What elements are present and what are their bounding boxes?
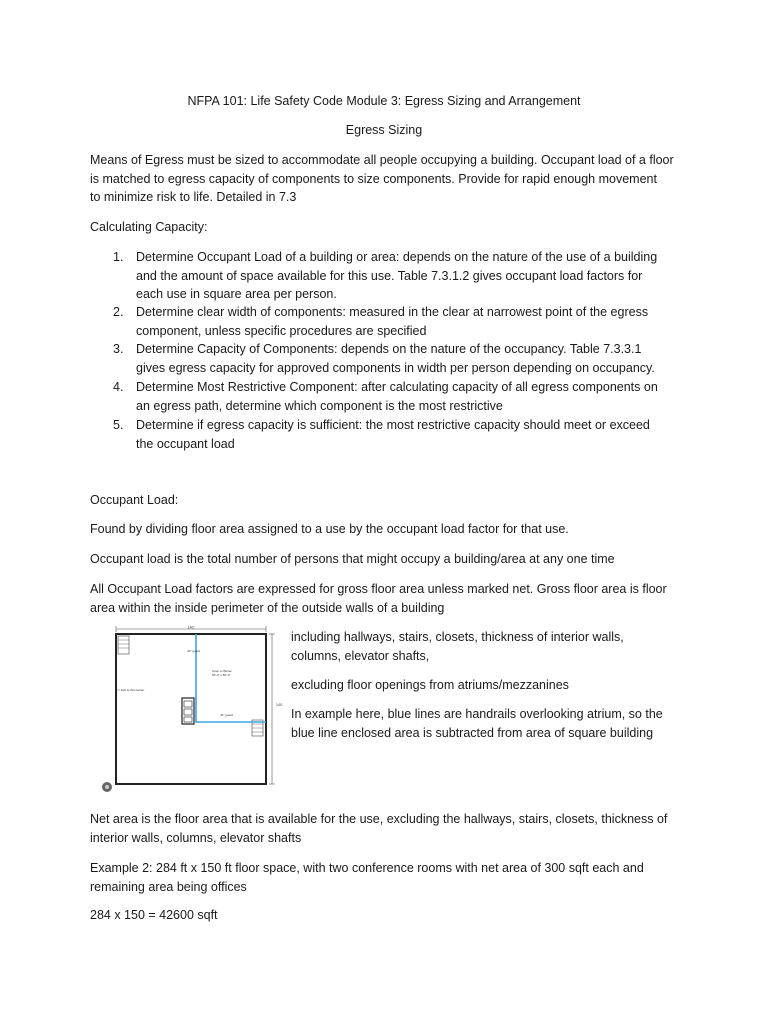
list-item-text (136, 340, 655, 377)
intro-line: to minimize risk to life. Detailed in 7.3 (90, 190, 297, 204)
list-item-line: the occupant load (136, 436, 235, 451)
occupant-load-definition: Occupant load is the total number of persons that might occupy a building/area at any one time (90, 552, 615, 566)
elevator-car (184, 717, 192, 722)
open-size-label: 60'-0" x 80'-0" (212, 673, 231, 677)
floor-plan-drawing (100, 625, 283, 794)
list-item-line: Determine if egress capacity is sufficient: the most restrictive capacity should meet or exceed (136, 418, 650, 432)
occupant-load-paragraph: Found by dividing floor area assigned to a use by the occupant load factor for that use. (90, 522, 569, 536)
calc-heading: Calculating Capacity: (90, 220, 208, 234)
list-item-number: 1. (113, 250, 124, 264)
list-item-line: Determine Capacity of Components: depends on the nature of the occupancy. Table 7.3.3.1 (136, 342, 642, 356)
dim-top-label: 140' (187, 625, 195, 630)
intro-line: Means of Egress must be sized to accommodate all people occupying a building. Occupant load of a floor (90, 153, 674, 167)
gross-area-paragraph (90, 580, 667, 617)
intro-paragraph (90, 151, 674, 207)
list-item-line: an egress path, determine which component is the most restrictive (136, 398, 503, 413)
example-paragraph (90, 859, 644, 896)
list-item-line: each use in square area per person. (136, 287, 337, 301)
list-item-line: Determine Most Restrictive Component: after calculating capacity of all egress components on (136, 380, 658, 394)
net-area-line: Net area is the floor area that is available for the use, excluding the hallways, stairs, closets, thickness of (90, 812, 668, 826)
corner-marker-dot (105, 785, 109, 789)
atrium-handrail (196, 634, 266, 722)
list-item-number: 3. (113, 342, 124, 356)
stair (118, 636, 129, 654)
example-line: remaining area being offices (90, 879, 247, 894)
net-area-paragraph (90, 810, 667, 847)
dim-right-label: 140' (276, 703, 283, 707)
list-item-number: 2. (113, 305, 124, 319)
list-item-line: and the amount of space available for this use. Table 7.3.1.2 gives occupant load factors for (136, 268, 643, 283)
side-line: including hallways, stairs, closets, thickness of interior walls, (291, 630, 624, 644)
list-item-line: gives egress capacity for approved components in width per person depending on occupancy. (136, 360, 655, 375)
occupant-load-heading: Occupant Load: (90, 493, 179, 507)
intro-line: is matched to egress capacity of components to size components. Provide for rapid enough movement (90, 171, 657, 186)
list-item-number: 5. (113, 418, 124, 432)
list-item-number: 4. (113, 380, 124, 394)
elevator-car (184, 701, 192, 707)
list-item-line: Determine Occupant Load of a building or area: depends on the nature of the use of a building (136, 250, 658, 264)
list-item-text (136, 248, 657, 304)
side-line: columns, elevator shafts, (291, 648, 430, 663)
section-heading: Egress Sizing (345, 123, 423, 137)
document-title: NFPA 101: Life Safety Code Module 3: Egress Sizing and Arrangement (187, 94, 581, 108)
side-line: blue line enclosed area is subtracted from area of square building (291, 725, 654, 740)
list-item-text (136, 303, 648, 340)
side-paragraph-excluding: excluding floor openings from atriums/mezzanines (291, 678, 569, 692)
gross-area-line: area within the inside perimeter of the outside walls of a building (90, 600, 445, 615)
example-line: Example 2: 284 ft x 150 ft floor space, with two conference rooms with net area of 300 sqft each and (90, 861, 644, 875)
list-item-line: component, unless specific procedures are specified (136, 323, 427, 338)
open-label: Open to Below (212, 669, 232, 673)
side-paragraph-including (291, 628, 624, 665)
side-line: In example here, blue lines are handrails overlooking atrium, so the (291, 707, 663, 721)
floor-plan-figure (100, 625, 283, 794)
list-item-text (136, 416, 650, 453)
gross-area-line: All Occupant Load factors are expressed for gross floor area unless marked net. Gross floor area is floor (90, 582, 667, 596)
guard-label: 42" guard (187, 649, 200, 653)
net-area-line: interior walls, columns, elevator shafts (90, 830, 302, 845)
list-item-text (136, 378, 658, 415)
barrier-label: Exit to this barrier (121, 688, 145, 692)
guard-label: 42" guard (220, 713, 233, 717)
elevator-car (184, 709, 192, 715)
calculation-result: 284 x 150 = 42600 sqft (90, 908, 218, 922)
list-item-line: Determine clear width of components: measured in the clear at narrowest point of the egress (136, 305, 649, 319)
side-paragraph-example (291, 705, 663, 742)
